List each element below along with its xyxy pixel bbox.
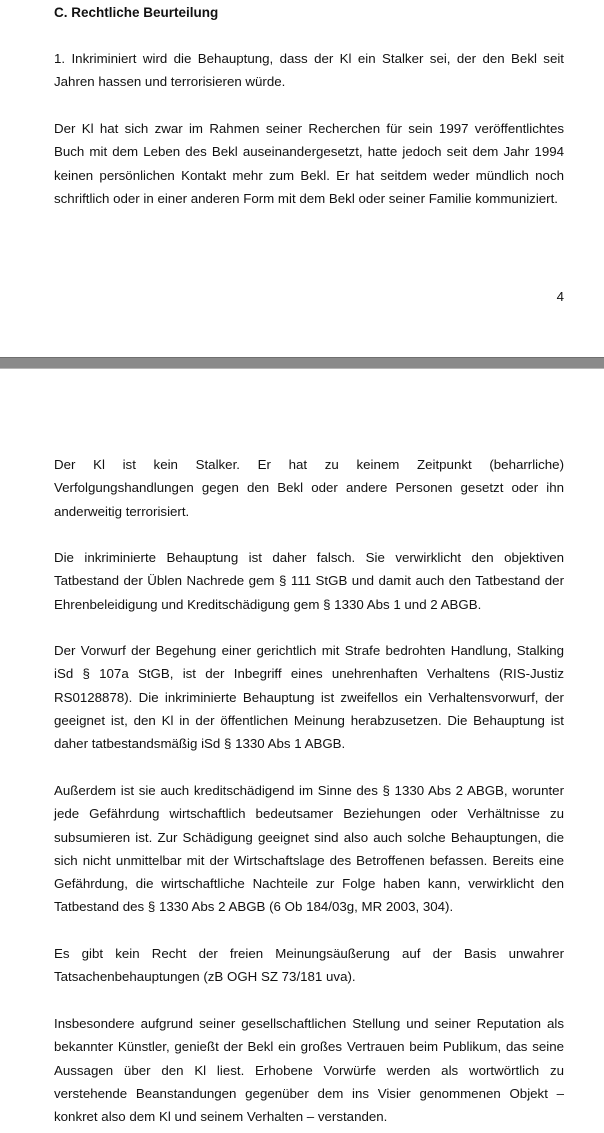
page-break-divider <box>0 357 604 369</box>
paragraph-6: Außerdem ist sie auch kreditschädigend im Sinne des § 1330 Abs 2 ABGB, worunter jede Gefährdung wirtschaftlich bedeutsamer Beziehungen oder Verhältnisse zu subsumieren ist. Zur Schädigung geeignet sind also auch solche Behauptungen, die sich nicht unmittelbar mit der Wirtschaftslage des Betroffenen befassen. Bereits eine Gefährdung, die wirtschaftliche Nachteile zur Folge haben kann, verwirklicht den Tatbestand des § 1330 Abs 2 ABGB (6 Ob 184/03g, MR 2003, 304). <box>54 783 564 915</box>
paragraph-8: Insbesondere aufgrund seiner gesellschaftlichen Stellung und seiner Reputation als bekannter Künstler, genießt der Bekl ein großes Vertrauen beim Publikum, das seine Aussagen über den Kl liest. Erhobene Vorwürfe werden als wortwörtlich zu verstehende Beanstandungen gegenüber dem ins Visier genommenen Objekt – konkret also dem Kl und seinem Verhalten – verstanden. <box>54 1016 564 1125</box>
page-number: 4 <box>556 289 564 304</box>
paragraph-2: Der Kl hat sich zwar im Rahmen seiner Recherchen für sein 1997 veröffentlichtes Buch mit dem Leben des Bekl auseinandergesetzt, hatte jedoch seit dem Jahr 1994 keinen persönlichen Kontakt mehr zum Bekl. Er hat seitdem weder mündlich noch schriftlich oder in einer anderen Form mit dem Bekl oder seiner Familie kommuniziert. <box>54 121 564 206</box>
paragraph-1: 1. Inkriminiert wird die Behauptung, dass der Kl ein Stalker sei, der den Bekl seit Jahren hassen und terrorisieren würde. <box>54 51 564 90</box>
document-page-4 <box>0 0 604 356</box>
document-page-5 <box>0 370 604 1133</box>
paragraph-4: Die inkriminierte Behauptung ist daher falsch. Sie verwirklicht den objektiven Tatbestand der Üblen Nachrede gem § 111 StGB und damit auch den Tatbestand der Ehrenbeleidigung und Kreditschädigung gem § 1330 Abs 1 und 2 ABGB. <box>54 550 564 612</box>
paragraph-7: Es gibt kein Recht der freien Meinungsäußerung auf der Basis unwahrer Tatsachenbehauptungen (zB OGH SZ 73/181 uva). <box>54 946 564 985</box>
paragraph-3: Der Kl ist kein Stalker. Er hat zu keinem Zeitpunkt (beharrliche) Verfolgungshandlungen gegen den Bekl oder andere Personen gesetzt oder ihn anderweitig terrorisiert. <box>54 457 564 519</box>
section-heading: C. Rechtliche Beurteilung <box>54 5 219 20</box>
paragraph-5: Der Vorwurf der Begehung einer gerichtlich mit Strafe bedrohten Handlung, Stalking iSd § 107a StGB, ist der Inbegriff eines unehrenhaften Verhaltens (RIS-Justiz RS0128878). Die inkriminierte Behauptung ist zweifellos ein Verhaltensvorwurf, der geeignet ist, den Kl in der öffentlichen Meinung herabzusetzen. Die Behauptung ist daher tatbestandsmäßig iSd § 1330 Abs 1 ABGB. <box>54 643 564 752</box>
